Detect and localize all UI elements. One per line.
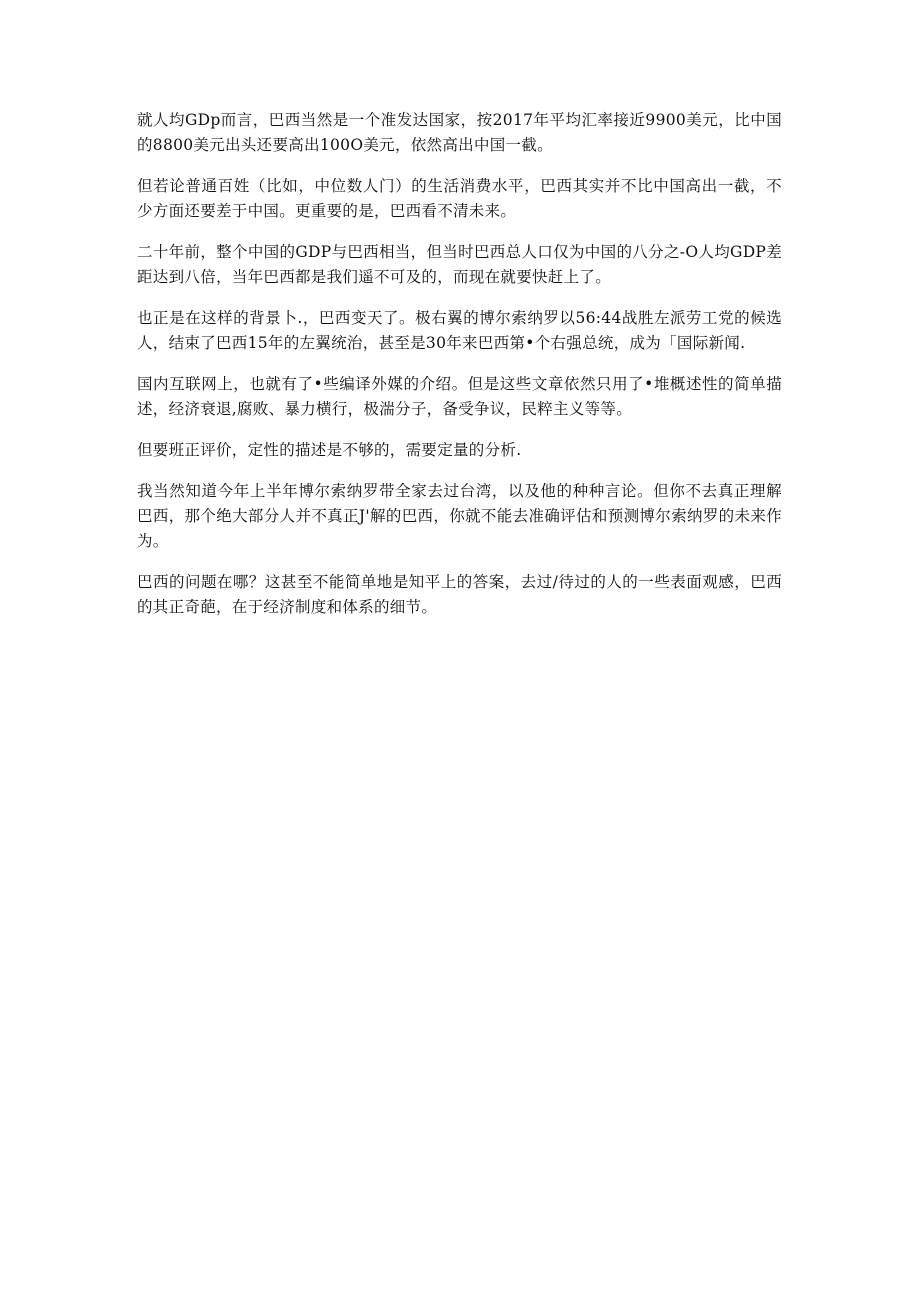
paragraph-8: 巴西的问题在哪？这甚至不能简单地是知平上的答案，去过/待过的人的一些表面观感，巴西的其正奇葩，在于经济制度和体系的细节。: [137, 573, 782, 616]
paragraph-7: 我当然知道今年上半年博尔索纳罗带全家去过台湾，以及他的种种言论。但你不去真正理解巴西，那个绝大部分人并不真正J'解的巴西，你就不能去准确评估和预测博尔索纳罗的未来作为。: [137, 482, 782, 550]
article-body: [137, 108, 782, 636]
paragraph-4: 也正是在这样的背景卜.，巴西变天了。极右翼的博尔索纳罗以56:44战胜左派劳工党的候选人，结束了巴西15年的左翼统治，甚至是30年来巴西第•个右强总统，成为「国际新闻.: [137, 309, 782, 352]
paragraph-1: 就人均GDp而言，巴西当然是一个准发达国家，按2017年平均汇率接近9900美元，比中国的8800美元出头还要高出100O美元，依然高出中国一截。: [137, 111, 782, 154]
paragraph-3: 二十年前，整个中国的GDP与巴西相当，但当时巴西总人口仅为中国的八分之-O人均GDP差距达到八倍，当年巴西都是我们遥不可及的，而现在就要快赶上了。: [137, 243, 782, 286]
paragraph-2: 但若论普通百姓（比如，中位数人门）的生活消费水平，巴西其实并不比中国高出一截，不少方面还要差于中国。更重要的是，巴西看不清未来。: [137, 177, 782, 220]
paragraph-6: 但要班正评价，定性的描述是不够的，需要定量的分析.: [137, 441, 522, 459]
paragraph-5: 国内互联网上，也就有了•些编译外媒的介绍。但是这些文章依然只用了•堆概述性的简单描述，经济衰退,腐败、暴力横行，极湍分子，备受争议，民粹主义等等。: [137, 375, 782, 418]
